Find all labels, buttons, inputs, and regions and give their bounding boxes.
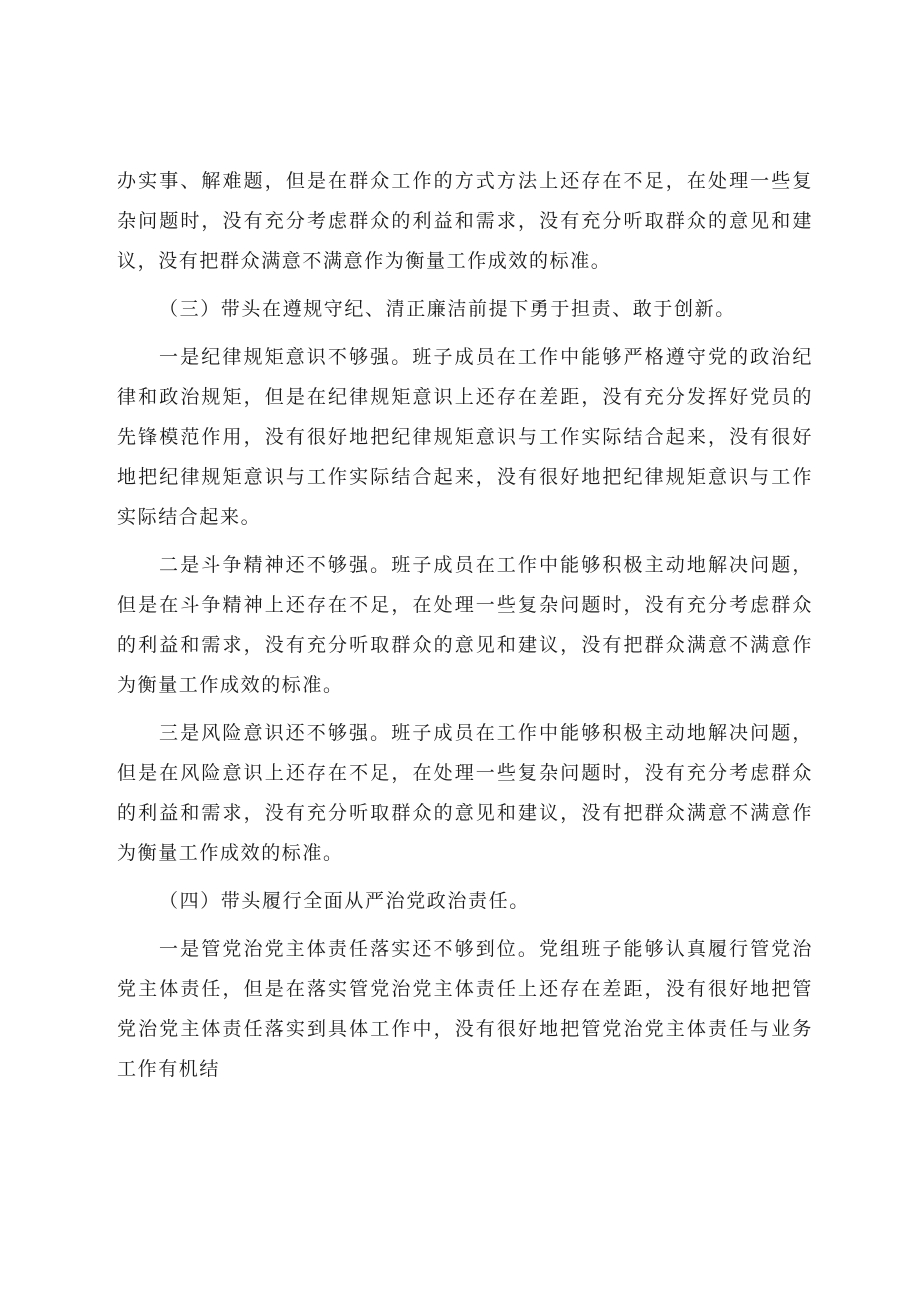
paragraph-risk-awareness: 三是风险意识还不够强。班子成员在工作中能够积极主动地解决问题，但是在风险意识上还存在不足，在处理一些复杂问题时，没有充分考虑群众的利益和需求，没有充分听取群众的意见和建议，没有把群众满意不满意作为衡量工作成效的标准。 [117, 722, 813, 864]
paragraph-party-responsibility: 一是管党治党主体责任落实还不够到位。党组班子能够认真履行管党治党主体责任，但是在落实管党治党主体责任上还存在差距，没有很好地把管党治党主体责任落实到具体工作中，没有很好地把管党治党主体责任与业务工作有机结 [117, 938, 813, 1080]
paragraph-fighting-spirit: 二是斗争精神还不够强。班子成员在工作中能够积极主动地解决问题，但是在斗争精神上还存在不足，在处理一些复杂问题时，没有充分考虑群众的利益和需求，没有充分听取群众的意见和建议，没有把群众满意不满意作为衡量工作成效的标准。 [117, 554, 813, 696]
paragraph-continuation: 办实事、解难题，但是在群众工作的方式方法上还存在不足，在处理一些复杂问题时，没有充分考虑群众的利益和需求，没有充分听取群众的意见和建议，没有把群众满意不满意作为衡量工作成效的标准。 [117, 170, 813, 272]
document-page [117, 161, 813, 1089]
section-heading-three: （三）带头在遵规守纪、清正廉洁前提下勇于担责、敢于创新。 [159, 298, 736, 320]
paragraph-discipline-awareness: 一是纪律规矩意识不够强。班子成员在工作中能够严格遵守党的政治纪律和政治规矩，但是在纪律规矩意识上还存在差距，没有充分发挥好党员的先锋模范作用，没有很好地把纪律规矩意识与工作实际结合起来，没有很好地把纪律规矩意识与工作实际结合起来，没有很好地把纪律规矩意识与工作实际结合起来。 [117, 346, 813, 528]
section-heading-four: （四）带头履行全面从严治党政治责任。 [159, 890, 530, 912]
